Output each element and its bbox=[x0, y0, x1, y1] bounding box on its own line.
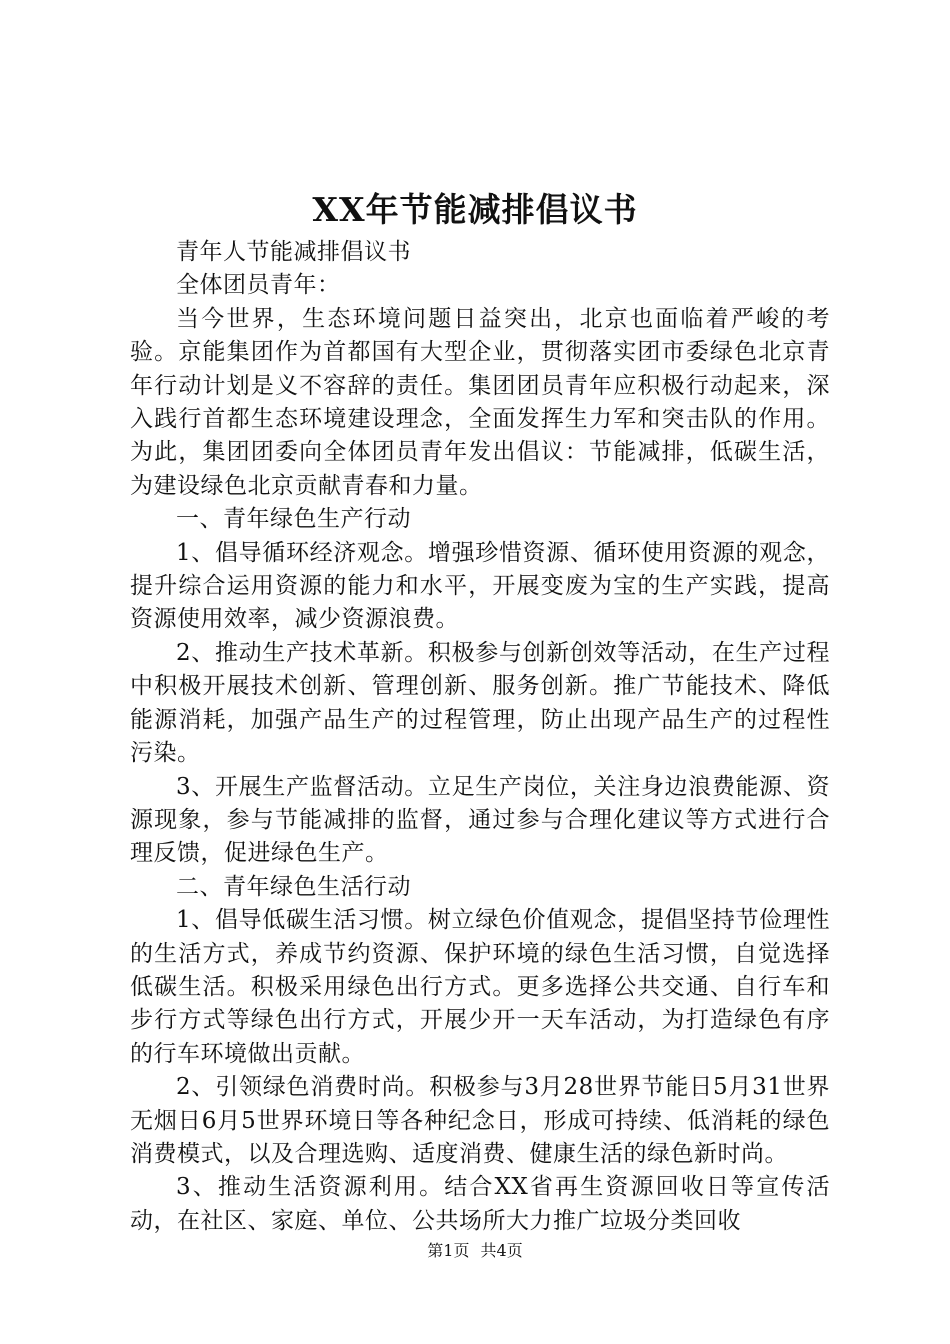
page-footer bbox=[0, 1240, 950, 1262]
production-item-1: 1、倡导循环经济观念。增强珍惜资源、循环使用资源的观念，提升综合运用资源的能力和水平，开展变废为宝的生产实践，提高资源使用效率，减少资源浪费。 bbox=[130, 539, 830, 633]
document-title: XX年节能减排倡议书 bbox=[312, 190, 638, 229]
life-item-1: 1、倡导低碳生活习惯。树立绿色价值观念，提倡坚持节俭理性的生活方式，养成节约资源、保护环境的绿色生活习惯，自觉选择低碳生活。积极采用绿色出行方式。更多选择公共交通、自行车和步行方式等绿色出行方式，开展少开一天车活动，为打造绿色有序的行车环境做出贡献。 bbox=[130, 907, 830, 1067]
life-item-2: 2、引领绿色消费时尚。积极参与3月28世界节能日5月31世界无烟日6月5世界环境日等各种纪念日，形成可持续、低消耗的绿色消费模式，以及合理选购、适度消费、健康生活的绿色新时尚。 bbox=[130, 1074, 830, 1167]
section-heading-life: 二、青年绿色生活行动 bbox=[176, 873, 411, 900]
document-subtitle: 青年人节能减排倡议书 bbox=[176, 239, 411, 265]
section-heading-production: 一、青年绿色生产行动 bbox=[176, 506, 411, 533]
page-number-total: 共4页 bbox=[480, 1241, 523, 1260]
salutation: 全体团员青年： bbox=[176, 272, 341, 299]
production-item-2: 2、推动生产技术革新。积极参与创新创效等活动，在生产过程中积极开展技术创新、管理创新、服务创新。推广节能技术、降低能源消耗，加强产品生产的过程管理，防止出现产品生产的过程性污染。 bbox=[130, 639, 830, 767]
intro-paragraph: 当今世界，生态环境问题日益突出，北京也面临着严峻的考验。京能集团作为首都国有大型企业，贯彻落实团市委绿色北京青年行动计划是义不容辞的责任。集团团员青年应积极行动起来，深入践行首都生态环境建设理念，全面发挥生力军和突击队的作用。为此，集团团委向全体团员青年发出倡议：节能减排，低碳生活，为建设绿色北京贡献青春和力量。 bbox=[130, 305, 830, 499]
page-number-current: 第1页 bbox=[427, 1241, 470, 1260]
production-item-3: 3、开展生产监督活动。立足生产岗位，关注身边浪费能源、资源现象，参与节能减排的监督，通过参与合理化建议等方式进行合理反馈，促进绿色生产。 bbox=[130, 773, 830, 867]
life-item-3: 3、推动生活资源利用。结合XX省再生资源回收日等宣传活动，在社区、家庭、单位、公共场所大力推广垃圾分类回收 bbox=[130, 1174, 830, 1234]
document-body bbox=[130, 236, 830, 1238]
